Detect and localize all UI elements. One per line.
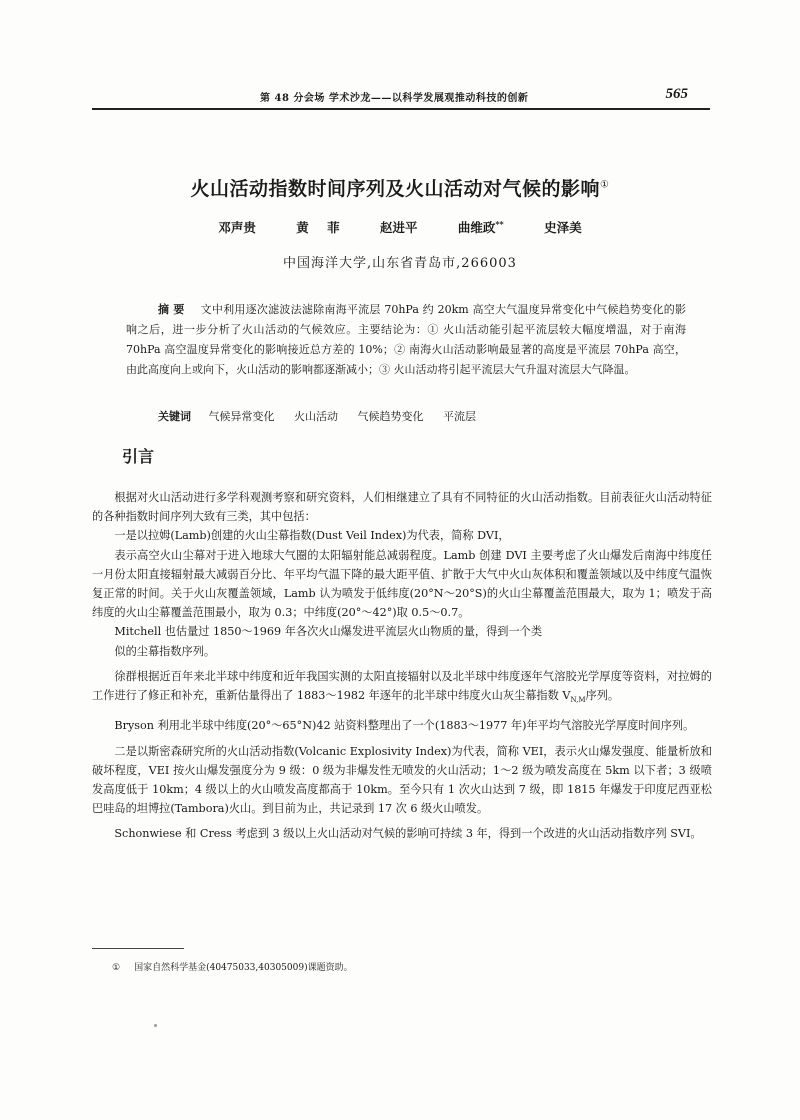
vnm-subscript: N,M <box>570 696 586 705</box>
author-5: 史泽美 <box>544 220 582 235</box>
paragraph-8: 二是以斯密森研究所的火山活动指数(Volcanic Explosivity Index)为代表，简称 VEI，表示火山爆发强度、能量析放和破坏程度，VEI 按火山爆发强度分为 9 级：0 级为非爆发性无喷发的火山活动；1～2 级为喷发高度在 5km 以下者；3 级喷发高度低于 10km；4 级以上的火山喷发高度都高于 10km。至今只有 1 次火山达到 7 级，即 1815 年爆发于印度尼西亚松巴哇岛的坦博拉(Tambora)火山。到目前为止，共记录到 17 次 6 级火山喷发。 <box>92 744 712 816</box>
vnm-tail: 序列。 <box>585 689 620 703</box>
author-2: 黄 菲 <box>296 220 340 235</box>
page-number: 565 <box>665 86 688 102</box>
abstract-text: 文中利用逐次滤波法滤除南海平流层 70hPa 约 20km 高空大气温度异常变化中气候趋势变化的影响之后，进一步分析了火山活动的气候效应。主要结论为：① 火山活动能引起平流层较大幅度增温，对于南海 70hPa 高空温度异常变化的影响接近总方差的 10%；② 南海火山活动影响最显著的高度是平流层 70hPa 高空，由此高度向上或向下，火山活动的影响都逐渐减小；③ 火山活动将引起平流层大气升温对流层大气降温。 <box>126 303 686 376</box>
title-text: 火山活动指数时间序列及火山活动对气候的影响 <box>190 178 601 200</box>
vnm-symbol <box>562 689 586 705</box>
footnote-mark: ① <box>112 963 121 973</box>
paragraph-6-text: 徐群根据近百年来北半球中纬度和近年我国实测的太阳直接辐射以及北半球中纬度逐年气溶胶光学厚度等资料，对拉姆的工作进行了修正和补充，重新估量得出了 1883～1982 年逐年的北半球中纬度火山灰尘幕指数 <box>92 669 712 703</box>
keyword-3: 气候趋势变化 <box>357 410 424 423</box>
paragraph-4: Mitchell 也估量过 1850～1969 年各次火山爆发进平流层火山物质的量，得到一个类 <box>114 625 543 639</box>
section-heading-introduction: 引言 <box>122 447 155 466</box>
running-head <box>92 88 708 104</box>
header-rule <box>92 108 710 110</box>
keywords <box>158 408 698 424</box>
body-text <box>92 488 712 844</box>
scan-speck <box>154 1024 157 1027</box>
paragraph-7: Bryson 利用北半球中纬度(20°～65°N)42 站资料整理出了一个(1883～1977 年)年平均气溶胶光学厚度时间序列。 <box>114 719 695 733</box>
author-3: 赵进平 <box>379 220 418 235</box>
running-head-text: 第 48 分会场 学术沙龙——以科学发展观推动科技的创新 <box>260 93 529 104</box>
corresponding-mark: ** <box>495 218 504 229</box>
keyword-1: 气候异常变化 <box>208 410 275 423</box>
affiliation: 中国海洋大学,山东省青岛市,266003 <box>283 256 517 271</box>
keyword-2: 火山活动 <box>294 410 338 423</box>
paragraph-1: 根据对火山活动进行多学科观测考察和研究资料，人们相继建立了具有不同特征的火山活动指数。目前表征火山活动特征的各种指数时间序列大致有三类，其中包括： <box>92 491 712 524</box>
abstract-label: 摘 要 <box>158 303 185 316</box>
footnote-text: 国家自然科学基金(40475033,40305009)课题资助。 <box>134 963 353 973</box>
author-4-name: 曲维政 <box>457 220 496 235</box>
footnote-rule <box>92 948 184 949</box>
keywords-label: 关键词 <box>158 410 191 423</box>
paper-title <box>0 174 800 201</box>
footnote <box>112 960 353 973</box>
paragraph-2: 一是以拉姆(Lamb)创建的火山尘幕指数(Dust Veil Index)为代表，简称 DVI， <box>114 529 510 543</box>
abstract <box>126 300 686 380</box>
paragraph-6 <box>92 667 712 711</box>
keyword-4: 平流层 <box>443 410 476 423</box>
author-1: 邓声贵 <box>218 220 256 235</box>
author-4 <box>458 220 504 235</box>
paragraph-5: 似的尘幕指数序列。 <box>114 644 216 658</box>
vnm-base: V <box>562 689 571 703</box>
author-list <box>0 218 800 236</box>
paragraph-9: Schonwiese 和 Cress 考虑到 3 级以上火山活动对气候的影响可持续 3 年，得到一个改进的火山活动指数序列 SVI。 <box>114 827 702 841</box>
paragraph-3: 表示高空火山尘幕对于进入地球大气圈的太阳辐射能总减弱程度。Lamb 创建 DVI 主要考虑了火山爆发后南海中纬度任一月份太阳直接辐射最大减弱百分比、年平均气温下降的最大距平值、扩散于大气中火山灰体积和覆盖领域以及中纬度气温恢复正常的时间。关于火山灰覆盖领域，Lamb 认为喷发于低纬度(20°N～20°S)的火山尘幕覆盖范围最大，取为 1；喷发于高纬度的火山尘幕覆盖范围最小，取为 0.3；中纬度(20°～42°)取 0.5～0.7。 <box>92 548 712 620</box>
title-footnote-mark: ① <box>600 179 610 191</box>
